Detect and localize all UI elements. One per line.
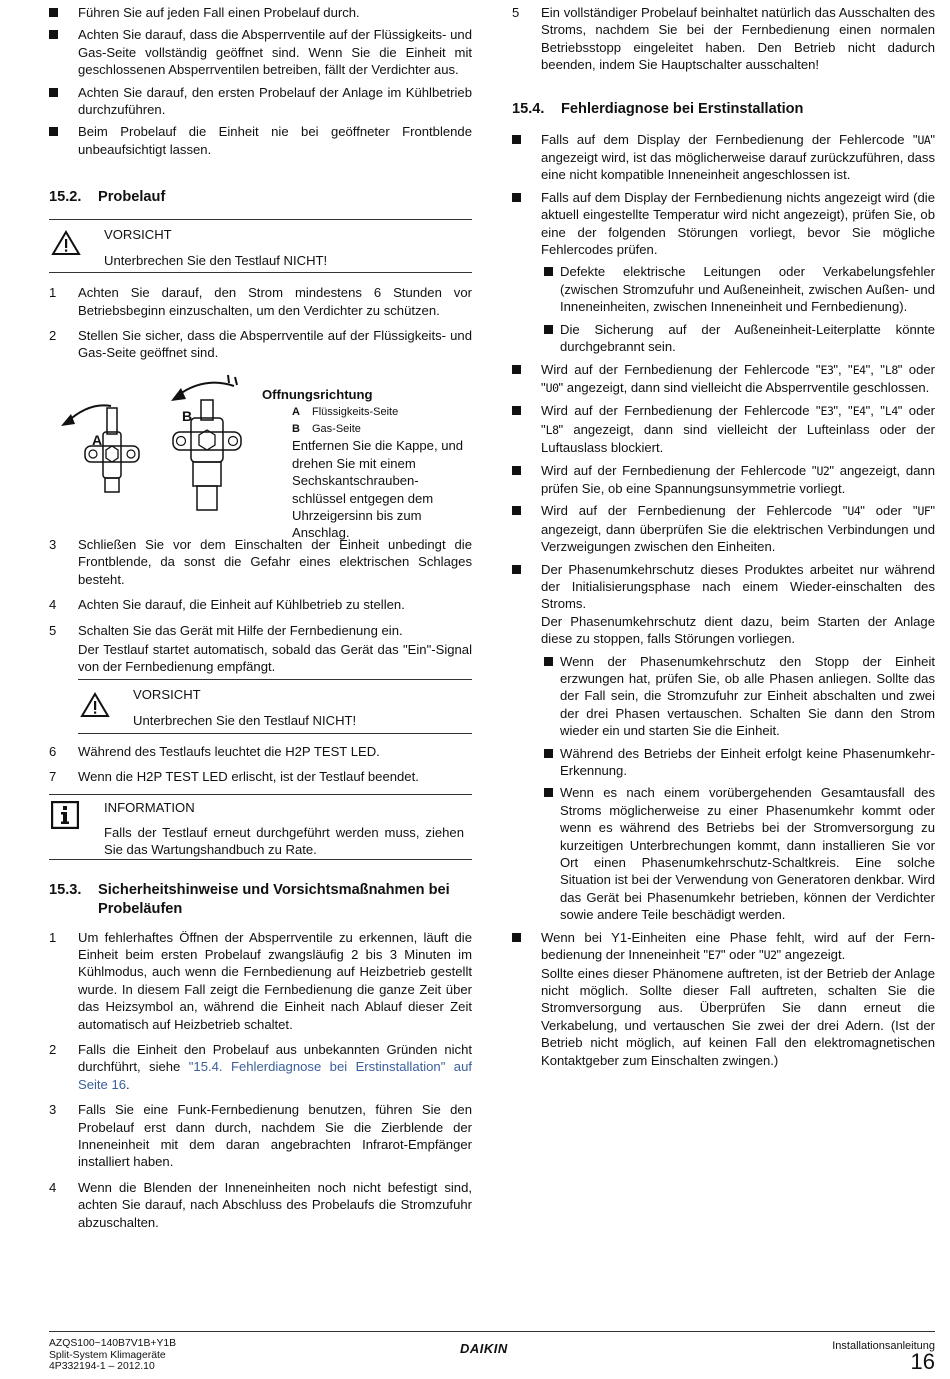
step-item: 5 Ein vollständiger Probelauf beinhaltet natürlich das Ausschalten des Stroms, nachdem Sie bei der Fernbedienung einen normalen Betriebsstopp eingeleitet haben. Den Betrieb nicht dadurch beenden, indem Sie Hauptschalter ausschalten! [512,5,935,73]
sub-bullet-item: Die Sicherung auf der Außeneinheit-Leiterplatte könnte durchgebrannt sein. [541,321,935,356]
caution-text: Unterbrechen Sie den Testlauf NICHT! [133,712,357,728]
legend-b: B Gas-Seite [292,423,361,436]
valve-diagram [49,374,249,514]
warning-icon [80,692,110,718]
caution-box [78,679,472,734]
step-item: 7 Wenn die H2P TEST LED erlischt, ist der Testlauf beendet. [49,769,419,785]
caution-box [49,219,472,273]
valve-figure [49,370,472,540]
bullet-item: Beim Probelauf die Einheit nie bei geöffneter Frontblende unbeaufsichtigt lassen. [49,123,472,158]
bullet-item: Wird auf der Fernbedienung der Fehlercode "U2" angezeigt, dann prüfen Sie, ob eine Spannungsunsymmetrie vorliegt. [512,462,935,498]
bullet-item: Wird auf der Fernbedienung der Fehlercode "E3", "E4", "L4" oder "L8" angezeigt, dann sind vielleicht der Lufteinlass oder der Luftauslass blockiert. [512,402,935,456]
step-item: 3 Schließen Sie vor dem Einschalten der Einheit unbedingt die Frontblende, da sonst die Gefahr eines elektrischen Schlages besteht. [49,536,472,587]
warning-icon [51,230,81,256]
bullet-item: Falls auf dem Display der Fernbedienung nichts angezeigt wird (die aktuell eingestellte Temperatur wird nicht angezeigt), prüfen Sie, ob eine der folgenden Störungen vorliegt, bevor Sie mögliche Fehlercodes prüfen. [512,189,935,259]
sub-bullet-item: Wenn es nach einem vorübergehenden Gesamtausfall des Stroms möglicherweise zu einer Phasenumkehr kommt oder wenn es während des Betriebs bei der Stromversorgung zu kurzeitigen Unterbrechungen kommt, dann installieren Sie vor Ort einen Phasenumkehrschutz-Schaltkreis. Eine solche Situation ist bei der Verwendung von Generatoren denkbar. Wird das Gerät bei Phasenumkehr betrieben, können der Verdichter sowie andere Teile beschädigt werden. [541,784,935,923]
step-note: Der Testlauf startet automatisch, sobald das Gerät das "Ein"-Signal von der Fernbedienung empfängt. [78,641,472,675]
section-heading-15-4: 15.4. Fehlerdiagnose bei Erstinstallation [512,100,804,117]
sub-bullet-item: Defekte elektrische Leitungen oder Verkabelungsfehler (zwischen Stromzufuhr und Außeneinheit, zwischen Außen- und Inneneinheiten, zwischen Inneneinheit und Fernbedienung). [541,263,935,315]
page-footer [49,1331,935,1374]
bullet-item: Der Phasenumkehrschutz dieses Produktes arbeitet nur während der Initialisierungsphase nach einem Wieder-einschalten des Stroms. [512,561,935,613]
sub-bullet-item: Während des Betriebs der Einheit erfolgt keine Phasenumkehr-Erkennung. [541,745,935,780]
information-icon [51,801,79,829]
caution-title: VORSICHT [133,686,201,702]
information-text: Falls der Testlauf erneut durchgeführt werden muss, ziehen Sie das Wartungshandbuch zu Rate. [104,824,464,857]
step-item: 4 Achten Sie darauf, die Einheit auf Kühlbetrieb zu stellen. [49,597,405,613]
section-heading-15-2: 15.2. Probelauf [49,189,166,206]
bullet-note: Der Phasenumkehrschutz dient dazu, beim Starten der Anlage diese zu stoppen, falls Störungen vorliegen. [541,613,935,647]
step-item: 2 Stellen Sie sicher, dass die Absperrventile auf der Flüssigkeits- und Gas-Seite geöffnet sind. [49,328,472,361]
document-title: Installationsanleitung [832,1340,935,1352]
error-code: UA [917,132,931,147]
information-title: INFORMATION [104,799,195,815]
cross-reference-link[interactable]: "15.4. Fehlerdiagnose bei Erstinstallation" auf Seite 16 [78,1059,472,1092]
information-box [49,794,472,860]
sub-bullet-item: Wenn der Phasenumkehrschutz den Stopp der Einheit erzwungen hat, prüfen Sie, ob alle Phasen anliegen. Sollte das der Fall sein, die Stromzufuhr zur Einheit abschalten und zwei der drei Phasen vertauschen. Schalten Sie dann den Strom wieder ein und starten Sie die Einheit. [541,653,935,740]
step-item: 5 Schalten Sie das Gerät mit Hilfe der Fernbedienung ein. [49,622,403,638]
figure-legend [262,386,467,542]
product-name: Split-System Klimageräte [49,1349,166,1361]
bullet-item: Wird auf der Fernbedienung der Fehlercode "U4" oder "UF" angezeigt, dann überprüfen Sie die elektrischen Verbindungen und Verzweigungen zwischen den Einheiten. [512,502,935,555]
bullet-item: Achten Sie darauf, dass die Absperrventile auf der Flüssigkeits- und Gas-Seite vollständig geöffnet sind. Wenn Sie die Einheit mit geschlossenen Absperrventilen betreiben, fällt der Verdichter aus. [49,26,472,78]
legend-a: A Flüssigkeits-Seite [292,406,399,419]
right-column [512,4,935,1069]
step-item: 4 Wenn die Blenden der Inneneinheiten noch nicht befestigt sind, achten Sie darauf, nach Abschluss des Probelaufs die Stromzufuhr abzuschalten. [49,1179,472,1230]
caution-title: VORSICHT [104,227,172,243]
figure-title: Offnungsrichtung [262,386,373,402]
page-number: 16 [910,1349,935,1374]
footer-left [49,1338,176,1373]
document-code: 4P332194-1 – 2012.10 [49,1361,155,1373]
bullet-note: Sollte eines dieser Phänomene auftreten, ist der Betrieb der Anlage nicht möglich. Sollte dieser Fall auftreten, schalten Sie die Stromversorgung aus. Überprüfen Sie dann erneut die Verkabelung, und vertauschen Sie zwei der drei Adern. (Ist der Betrieb nicht möglich, auf keinen Fall den elektromagnetischen Kontaktgeber zum Einschalten zwingen.) [541,965,935,1068]
step-item: 1 Um fehlerhaftes Öffnen der Absperrventile zu erkennen, läuft die Einheit beim ersten Probelauf zwangsläufig 2 bis 3 Minuten im Kühlmodus, auch wenn die Fernbedienung auf Heizbetrieb gestellt wurde. In diesem Fall zeigt die Fernbedienung die ganze Zeit über das Heizsymbol an, während die Einheit nach Ablauf dieser Zeit automatisch auf Heizbetrieb schaltet. [49,929,472,1032]
figure-label-a: A [92,431,103,448]
left-column [49,4,472,1239]
bullet-item: Achten Sie darauf, den ersten Probelauf der Anlage im Kühlbetrieb durchzuführen. [49,84,472,119]
figure-label-b: B [182,407,193,424]
figure-instruction: Entfernen Sie die Kappe, und drehen Sie mit einem Sechskantschrauben-schlüssel entgegen dem Uhrzeigersinn bis zum Anschlag. [292,438,464,541]
section-heading-15-3: 15.3. Sicherheitshinweise und Vorsichtsmaßnahmen bei Probeläufen [49,881,450,917]
bullet-item: Führen Sie auf jeden Fall einen Probelauf durch. [49,4,472,21]
bullet-item: Falls auf dem Display der Fernbedienung der Fehlercode "UA" angezeigt wird, ist das möglicherweise darauf zurückzuführen, dass eine nicht kompatible Inneneinheit angeschlossen ist. [512,131,935,184]
step-item: 1 Achten Sie darauf, den Strom mindestens 6 Stunden vor Betriebsbeginn einzuschalten, um den Verdichter zu schützen. [49,285,472,318]
caution-text: Unterbrechen Sie den Testlauf NICHT! [104,253,328,269]
model-number: AZQS100~140B7V1B+Y1B [49,1338,177,1349]
bullet-item: Wird auf der Fernbedienung der Fehlercode "E3", "E4", "L8" oder "U0" angezeigt, dann sind vielleicht die Absperrventile geschlossen. [512,361,935,398]
bullet-item: Wenn bei Y1-Einheiten eine Phase fehlt, wird auf der Fern-bedienung der Inneneinheit "E7" oder "U2" angezeigt. [512,929,935,965]
step-item: 6 Während des Testlaufs leuchtet die H2P TEST LED. [49,743,380,759]
step-item: 2 Falls die Einheit den Probelauf aus unbekannten Gründen nicht durchführt, siehe "15.4. Fehlerdiagnose bei Erstinstallation" auf Seite 16. [49,1041,472,1092]
step-item: 3 Falls Sie eine Funk-Fernbedienung benutzen, führen Sie den Probelauf erst dann durch, nachdem Sie die Zierblende der Inneneinheit mit dem daran angebrachten Infrarot-Empfänger installiert haben. [49,1102,472,1170]
brand-logo: DAIKIN [460,1341,508,1356]
